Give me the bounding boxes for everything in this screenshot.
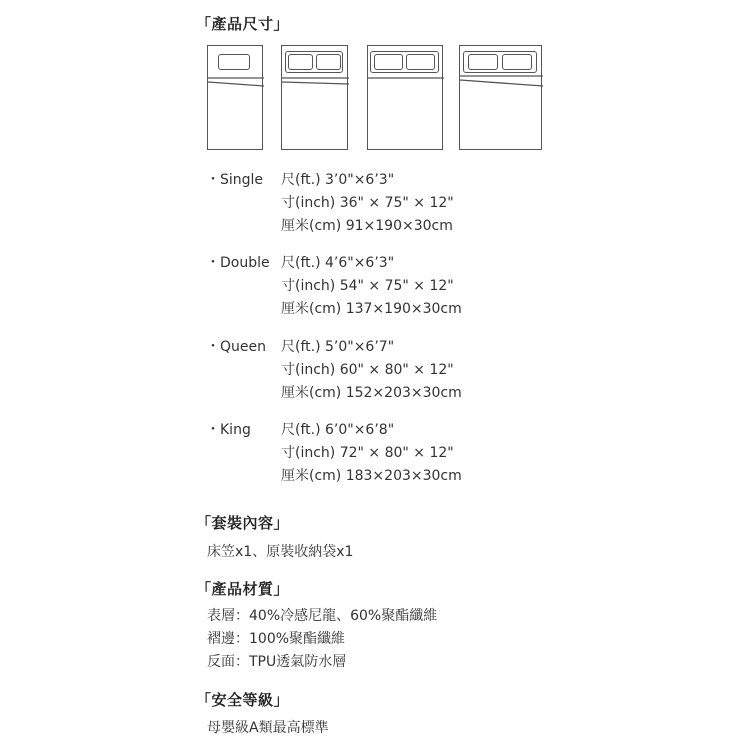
bed-king-icon	[459, 45, 542, 150]
size-name-single: ・Single	[206, 172, 264, 188]
package-contents-heading: 「套裝內容」	[196, 514, 290, 532]
size-name-queen: ・Queen	[206, 339, 266, 355]
materials-heading: 「產品材質」	[196, 580, 290, 598]
size-inch-single: 寸(inch) 36" × 75" × 12"	[281, 195, 454, 211]
blanket-fold-icon	[282, 46, 349, 151]
size-inch-double: 寸(inch) 54" × 75" × 12"	[281, 278, 454, 294]
size-name-double: ・Double	[206, 255, 270, 271]
size-ft-single: 尺(ft.) 3’0"×6’3"	[281, 172, 395, 188]
bed-double-icon	[281, 45, 348, 150]
safety-text: 母嬰級A類最高標準	[207, 720, 329, 736]
bed-single-icon	[207, 45, 263, 150]
blanket-fold-icon	[208, 46, 264, 151]
size-cm-king: 厘米(cm) 183×203×30cm	[281, 468, 462, 484]
bed-queen-icon	[367, 45, 443, 150]
product-size-heading: 「產品尺寸」	[196, 15, 290, 33]
size-cm-queen: 厘米(cm) 152×203×30cm	[281, 385, 462, 401]
size-inch-king: 寸(inch) 72" × 80" × 12"	[281, 445, 454, 461]
blanket-fold-icon	[368, 46, 444, 151]
size-cm-double: 厘米(cm) 137×190×30cm	[281, 301, 462, 317]
safety-heading: 「安全等級」	[196, 691, 290, 709]
size-ft-king: 尺(ft.) 6’0"×6’8"	[281, 422, 395, 438]
size-ft-double: 尺(ft.) 4’6"×6’3"	[281, 255, 395, 271]
size-ft-queen: 尺(ft.) 5’0"×6’7"	[281, 339, 395, 355]
size-name-king: ・King	[206, 422, 251, 438]
material-line-hem: 褶邊：100%聚酯纖維	[207, 631, 346, 647]
material-line-back: 反面：TPU透氣防水層	[207, 654, 347, 670]
size-inch-queen: 寸(inch) 60" × 80" × 12"	[281, 362, 454, 378]
size-cm-single: 厘米(cm) 91×190×30cm	[281, 218, 453, 234]
blanket-fold-icon	[460, 46, 543, 151]
package-contents-text: 床笠x1、原裝收納袋x1	[207, 544, 354, 560]
material-line-surface: 表層：40%冷感尼龍、60%聚酯纖維	[207, 608, 438, 624]
